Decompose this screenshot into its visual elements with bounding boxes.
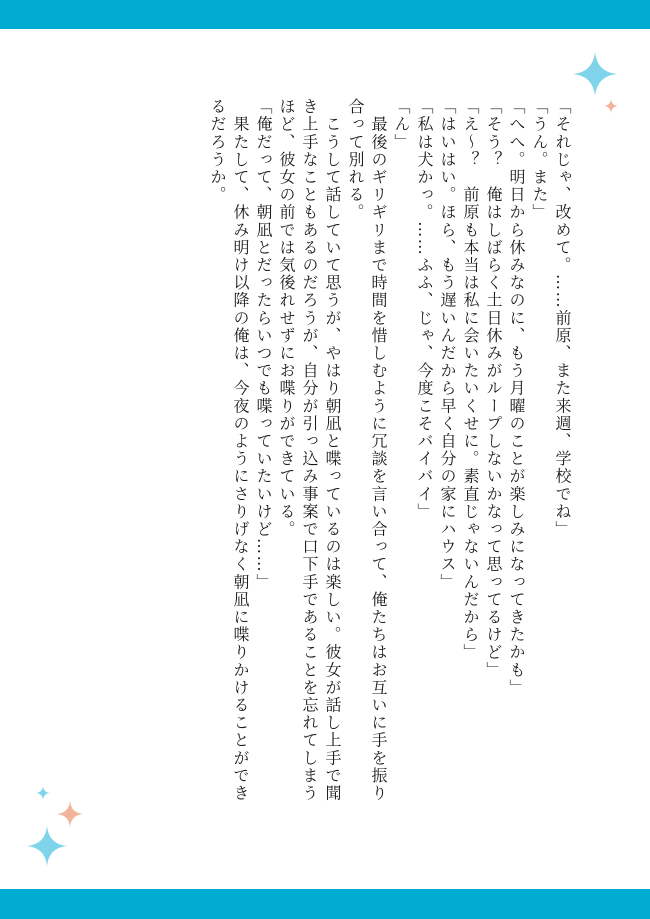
text-line: 「へへ。明日から休みなのに、もう月曜のことが楽しみになってきたかも」 [507, 98, 526, 697]
text-line: 「ん」 [392, 98, 411, 151]
text-line: 「はいはい。ほら、もう遅いんだから早く自分の家にハウス」 [438, 98, 457, 591]
text-line: 「俺だって、朝凪とだったらいつでも喋っていたいけど……」 [254, 98, 273, 591]
sparkle-large-blue-bottom-icon [27, 826, 67, 866]
text-line: こうして話していて思うが、やはり朝凪と喋っているのは楽しい。彼女が話し上手で聞 [323, 98, 342, 802]
sparkle-small-peach-icon [604, 99, 618, 113]
text-line: 「それじゃ、改めて。……前原、また来週、学校でね」 [553, 98, 572, 538]
sparkle-medium-peach-icon [57, 801, 83, 827]
top-color-band [0, 0, 650, 29]
text-line: 「え～？ 前原も本当は私に会いたいくせに。素直じゃないんだから」 [461, 98, 480, 662]
sparkle-large-blue-icon [573, 52, 617, 96]
text-line: き上手なこともあるのだろうが、自分が引っ込み事案で口下手であることを忘れてしまう [300, 98, 319, 802]
text-line: るだろうか。 [208, 98, 227, 204]
vertical-text-body [206, 98, 574, 818]
text-line: 合って別れる。 [346, 98, 365, 222]
sparkle-tiny-blue-icon [36, 786, 50, 800]
text-line: 最後のギリギリまで時間を惜しむように冗談を言い合って、俺たちはお互いに手を振り [369, 98, 388, 802]
text-line: 「そう？ 俺はしばらく土日休みがループしないかなって思ってるけど」 [484, 98, 503, 679]
text-line: 「私は犬かっ。……ふふ、じゃ、今度こそバイバイ」 [415, 98, 434, 521]
text-line: 「うん。また」 [530, 98, 549, 222]
text-line: 果たして、休み明け以降の俺は、今夜のようにさりげなく朝凪に喋りかけることができ [231, 98, 250, 802]
text-line: ほど、彼女の前では気後れせずにお喋りができている。 [277, 98, 296, 538]
bottom-color-band [0, 889, 650, 919]
